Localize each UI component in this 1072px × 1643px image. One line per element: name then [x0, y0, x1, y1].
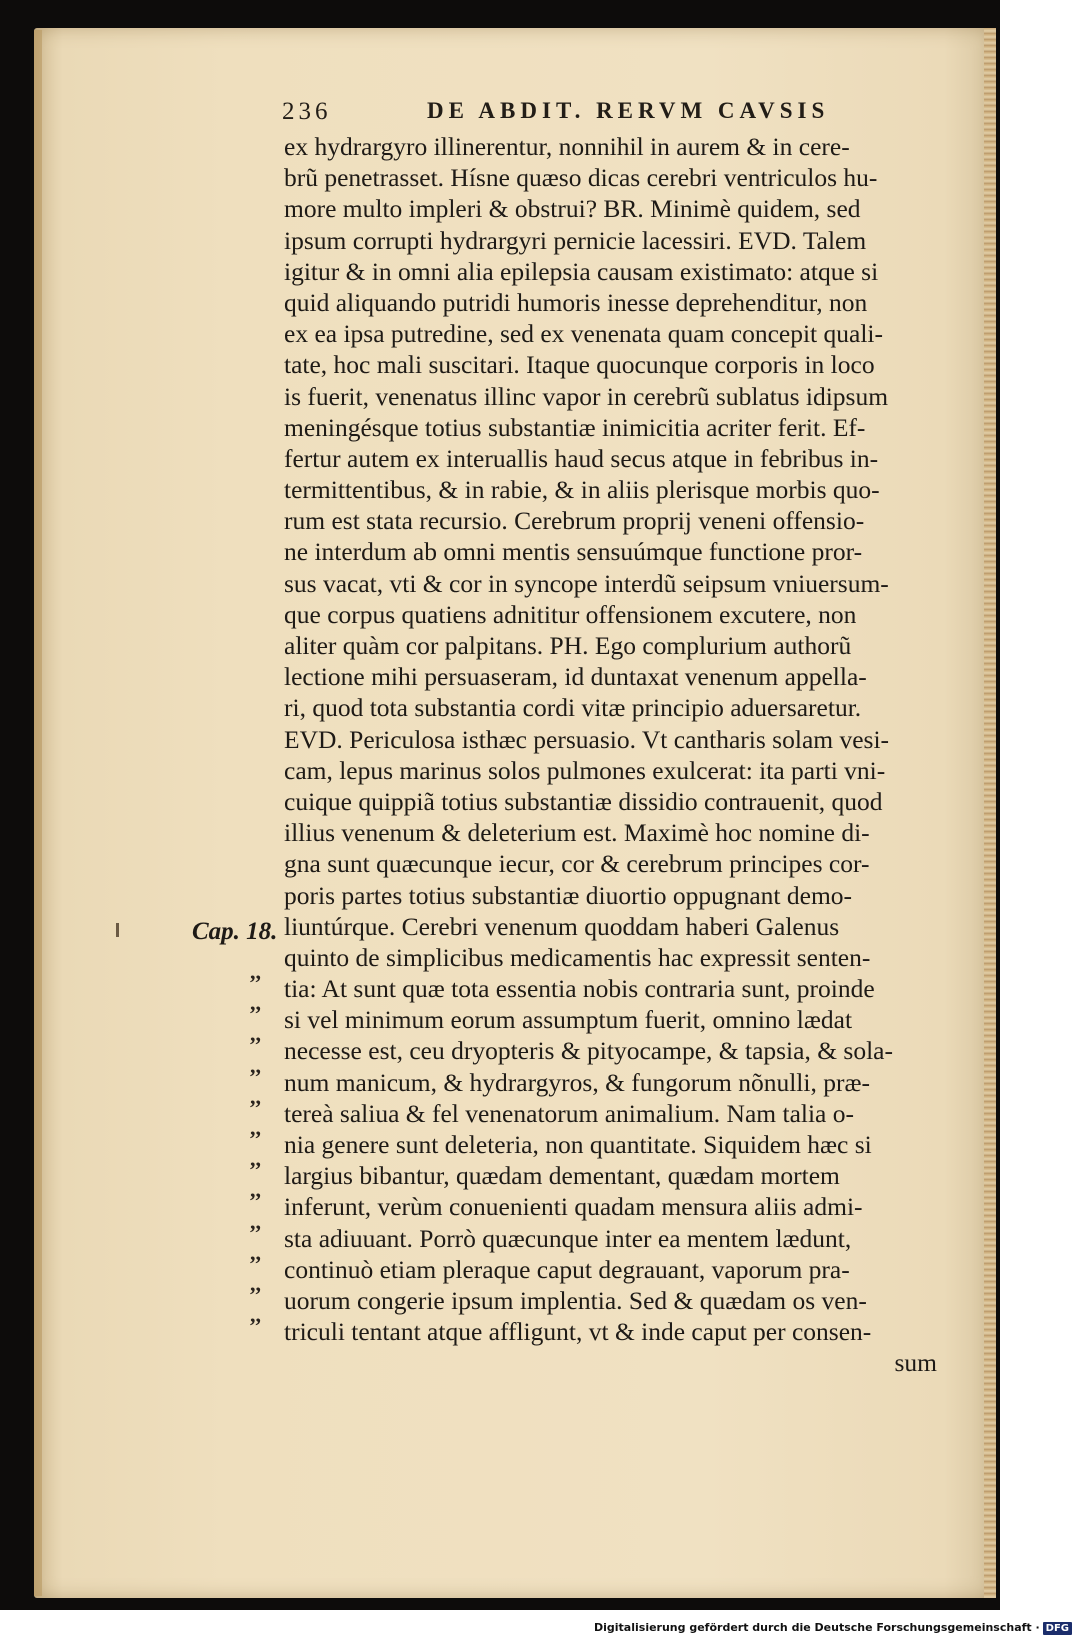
text-line: nia genere sunt deleteria, non quantitate. Siquidem hæc si — [284, 1130, 872, 1159]
text-line: cuique quippiã totius substantiæ dissidio contrauenit, quod — [284, 786, 883, 816]
text-line: termittentibus, & in rabie, & in aliis plerisque morbis quo- — [284, 475, 880, 505]
quote-mark: ,, — [250, 1302, 261, 1328]
text-line: ne interdum ab omni mentis sensuúmque functione pror- — [284, 537, 863, 567]
quote-mark: ,, — [250, 1270, 261, 1296]
quote-mark: ,, — [250, 1083, 261, 1109]
text-line: rum est stata recursio. Cerebrum proprij veneni offensio- — [284, 506, 865, 536]
text-line: ex hydrargyro illinerentur, nonnihil in aurem & in cere- — [284, 132, 850, 161]
text-line: aliter quàm cor palpitans. PH. Ego complurium authorũ — [284, 631, 852, 660]
text-line: lectione mihi persuaseram, id duntaxat venenum appella- — [284, 662, 867, 692]
quote-mark: ,, — [250, 1114, 261, 1140]
page-gutter-shadow — [34, 30, 42, 1596]
text-line: largius bibantur, quædam dementant, quædam mortem — [284, 1161, 840, 1191]
text-line: quinto de simplicibus medicamentis hac expressit senten- — [284, 942, 871, 972]
text-line: triculi tentant atque affligunt, vt & inde caput per consen- — [284, 1317, 872, 1347]
quote-mark: ,, — [250, 959, 261, 984]
text-line: inferunt, verùm conuenienti quadam mensura aliis admi- — [284, 1192, 863, 1222]
text-line: ex ea ipsa putredine, sed ex venenata quam concepit quali- — [284, 319, 884, 349]
digitization-credit — [594, 1621, 1070, 1639]
page-fore-edge — [984, 28, 996, 1598]
margin-ink-mark — [116, 923, 119, 937]
text-line: is fuerit, venenatus illinc vapor in cerebrũ sublatus idipsum — [284, 381, 889, 411]
text-line: gna sunt quæcunque iecur, cor & cerebrum principes cor- — [284, 849, 870, 879]
text-line: si vel minimum eorum assumptum fuerit, omnino lædat — [284, 1005, 853, 1035]
quote-mark: ,, — [250, 1239, 261, 1265]
dfg-logo: DFG — [1043, 1622, 1072, 1635]
quote-mark: ,, — [250, 1177, 261, 1203]
text-line: num manicum, & hydrargyros, & fungorum nõnulli, præ- — [284, 1067, 870, 1097]
quote-mark: ,, — [250, 1208, 261, 1234]
text-line: liuntúrque. Cerebri venenum quoddam haberi Galenus — [284, 911, 840, 941]
text-line: fertur autem ex interuallis haud secus atque in febribus in- — [284, 443, 879, 473]
catchword: sum — [894, 1348, 937, 1378]
body-text — [284, 131, 939, 1379]
text-line: que corpus quatiens adnititur offensionem excutere, non — [284, 599, 857, 629]
text-line: sus vacat, vti & cor in syncope interdũ seipsum vniuersum- — [284, 568, 889, 598]
text-line: brũ penetrasset. Hísne quæso dicas cerebri ventriculos hu- — [284, 163, 878, 193]
text-line: cam, lepus marinus solos pulmones exulcerat: ita parti vni- — [284, 755, 886, 785]
text-line: uorum congerie ipsum implentia. Sed & quædam os ven- — [284, 1285, 867, 1315]
text-line: ri, quod tota substantia cordi vitæ principio aduersaretur. — [284, 693, 862, 723]
text-line: necesse est, ceu dryopteris & pityocampe, & tapsia, & sola- — [284, 1036, 893, 1066]
text-line: tate, hoc mali suscitari. Itaque quocunque corporis in loco — [284, 350, 875, 380]
text-line: sta adiuuant. Porrò quæcunque inter ea mentem lædunt, — [284, 1223, 852, 1253]
text-line: igitur & in omni alia epilepsia causam existimato: atque si — [284, 256, 879, 286]
text-line: more multo impleri & obstrui? BR. Minimè quidem, sed — [284, 194, 861, 224]
text-line: EVD. Periculosa isthæc persuasio. Vt cantharis solam vesi- — [284, 724, 890, 754]
text-line: meningésque totius substantiæ inimicitia acriter ferit. Ef- — [284, 412, 866, 442]
text-line: tereà saliua & fel venenatorum animalium. Nam talia o- — [284, 1098, 854, 1128]
text-line: quid aliquando putridi humoris inesse deprehenditur, non — [284, 287, 868, 317]
quote-mark: ,, — [250, 990, 261, 1016]
credit-text: Digitalisierung gefördert durch die Deutsche Forschungsgemeinschaft · — [594, 1621, 1040, 1634]
running-header — [282, 98, 942, 130]
text-line: illius venenum & deleterium est. Maximè hoc nomine di- — [284, 818, 870, 848]
text-line: tia: At sunt quæ tota essentia nobis contraria sunt, proinde — [284, 974, 875, 1004]
chapter-marginal-note: Cap. 18. — [192, 918, 278, 945]
text-line: ipsum corrupti hydrargyri pernicie lacessiri. EVD. Talem — [284, 225, 867, 255]
running-title: DE ABDIT. RERVM CAVSIS — [427, 98, 830, 123]
quotation-marks-column — [250, 956, 274, 1330]
text-line: continuò etiam pleraque caput degrauant, vaporum pra- — [284, 1254, 850, 1284]
quote-mark: ,, — [250, 1146, 261, 1172]
text-line: poris partes totius substantiæ diuortio oppugnant demo- — [284, 880, 853, 910]
quote-mark: ,, — [250, 1021, 261, 1047]
quote-mark: ,, — [250, 1052, 261, 1078]
page-number: 236 — [282, 98, 332, 125]
